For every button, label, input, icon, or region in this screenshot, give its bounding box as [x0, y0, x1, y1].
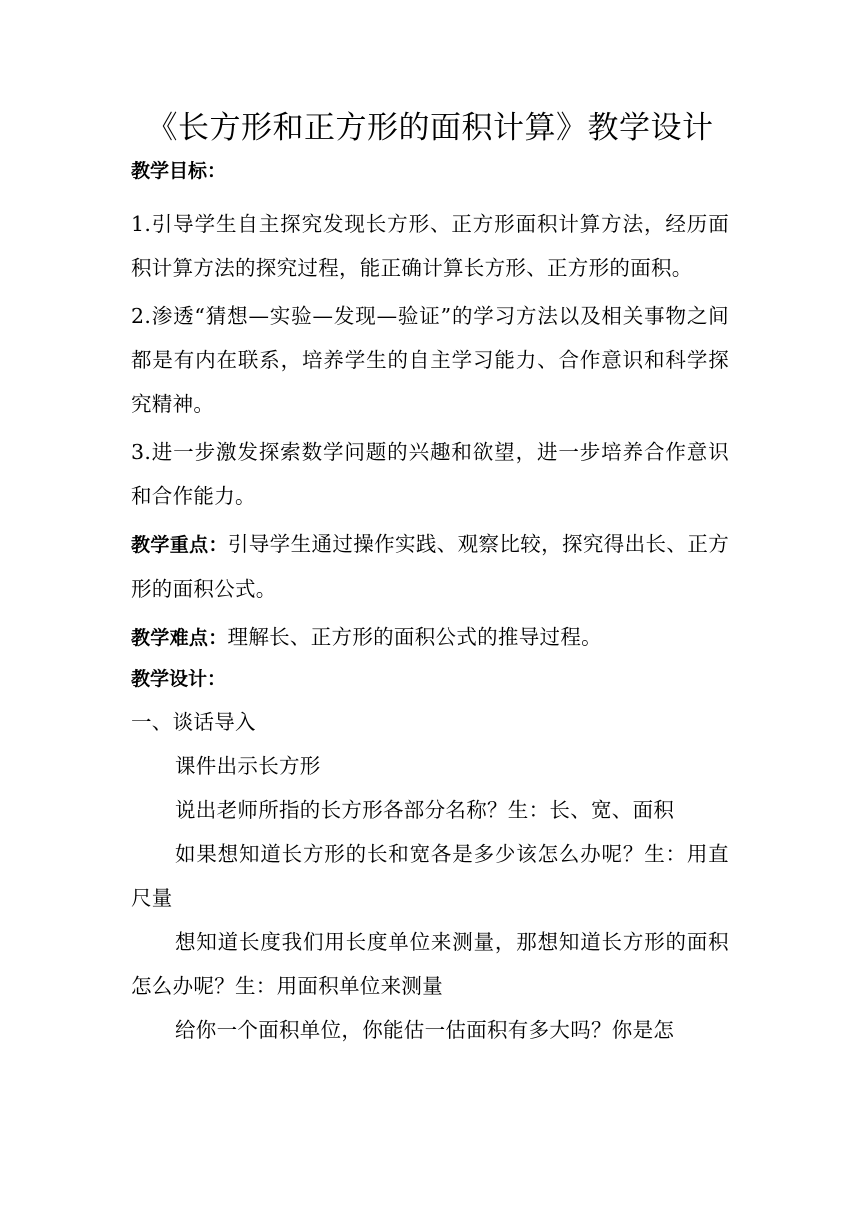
objectives-heading: 教学目标：	[131, 160, 227, 182]
section-heading-intro: 一、谈话导入	[131, 710, 256, 734]
key-point-paragraph	[131, 522, 729, 611]
difficulty-label: 教学难点：	[131, 627, 228, 649]
document-title: 《长方形和正方形的面积计算》教学设计	[146, 110, 714, 146]
key-point-text: 引导学生通过操作实践、观察比较，探究得出长、正方形的面积公式。	[131, 532, 729, 601]
key-point-label: 教学重点：	[131, 534, 228, 556]
design-heading: 教学设计：	[131, 668, 227, 690]
design-line-1: 课件出示长方形	[175, 754, 321, 778]
objective-item-1: 1.引导学生自主探究发现长方形、正方形面积计算方法，经历面积计算方法的探究过程，能正确计算长方形、正方形的面积。	[131, 212, 729, 280]
difficulty-paragraph	[131, 615, 729, 660]
design-line-5: 给你一个面积单位，你能估一估面积有多大吗？你是怎	[175, 1018, 675, 1042]
objective-item-3: 3.进一步激发探索数学问题的兴趣和欲望，进一步培养合作意识和合作能力。	[131, 440, 729, 508]
design-line-3: 如果想知道长方形的长和宽各是多少该怎么办呢？生：用直尺量	[131, 842, 729, 910]
design-line-2: 说出老师所指的长方形各部分名称？生：长、宽、面积	[175, 798, 675, 822]
design-line-4: 想知道长度我们用长度单位来测量，那想知道长方形的面积怎么办呢？生：用面积单位来测量	[131, 930, 729, 998]
difficulty-text: 理解长、正方形的面积公式的推导过程。	[227, 625, 602, 649]
objective-item-2: 2.渗透“猜想—实验—发现—验证”的学习方法以及相关事物之间都是有内在联系，培养学生的自主学习能力、合作意识和科学探究精神。	[131, 304, 729, 416]
